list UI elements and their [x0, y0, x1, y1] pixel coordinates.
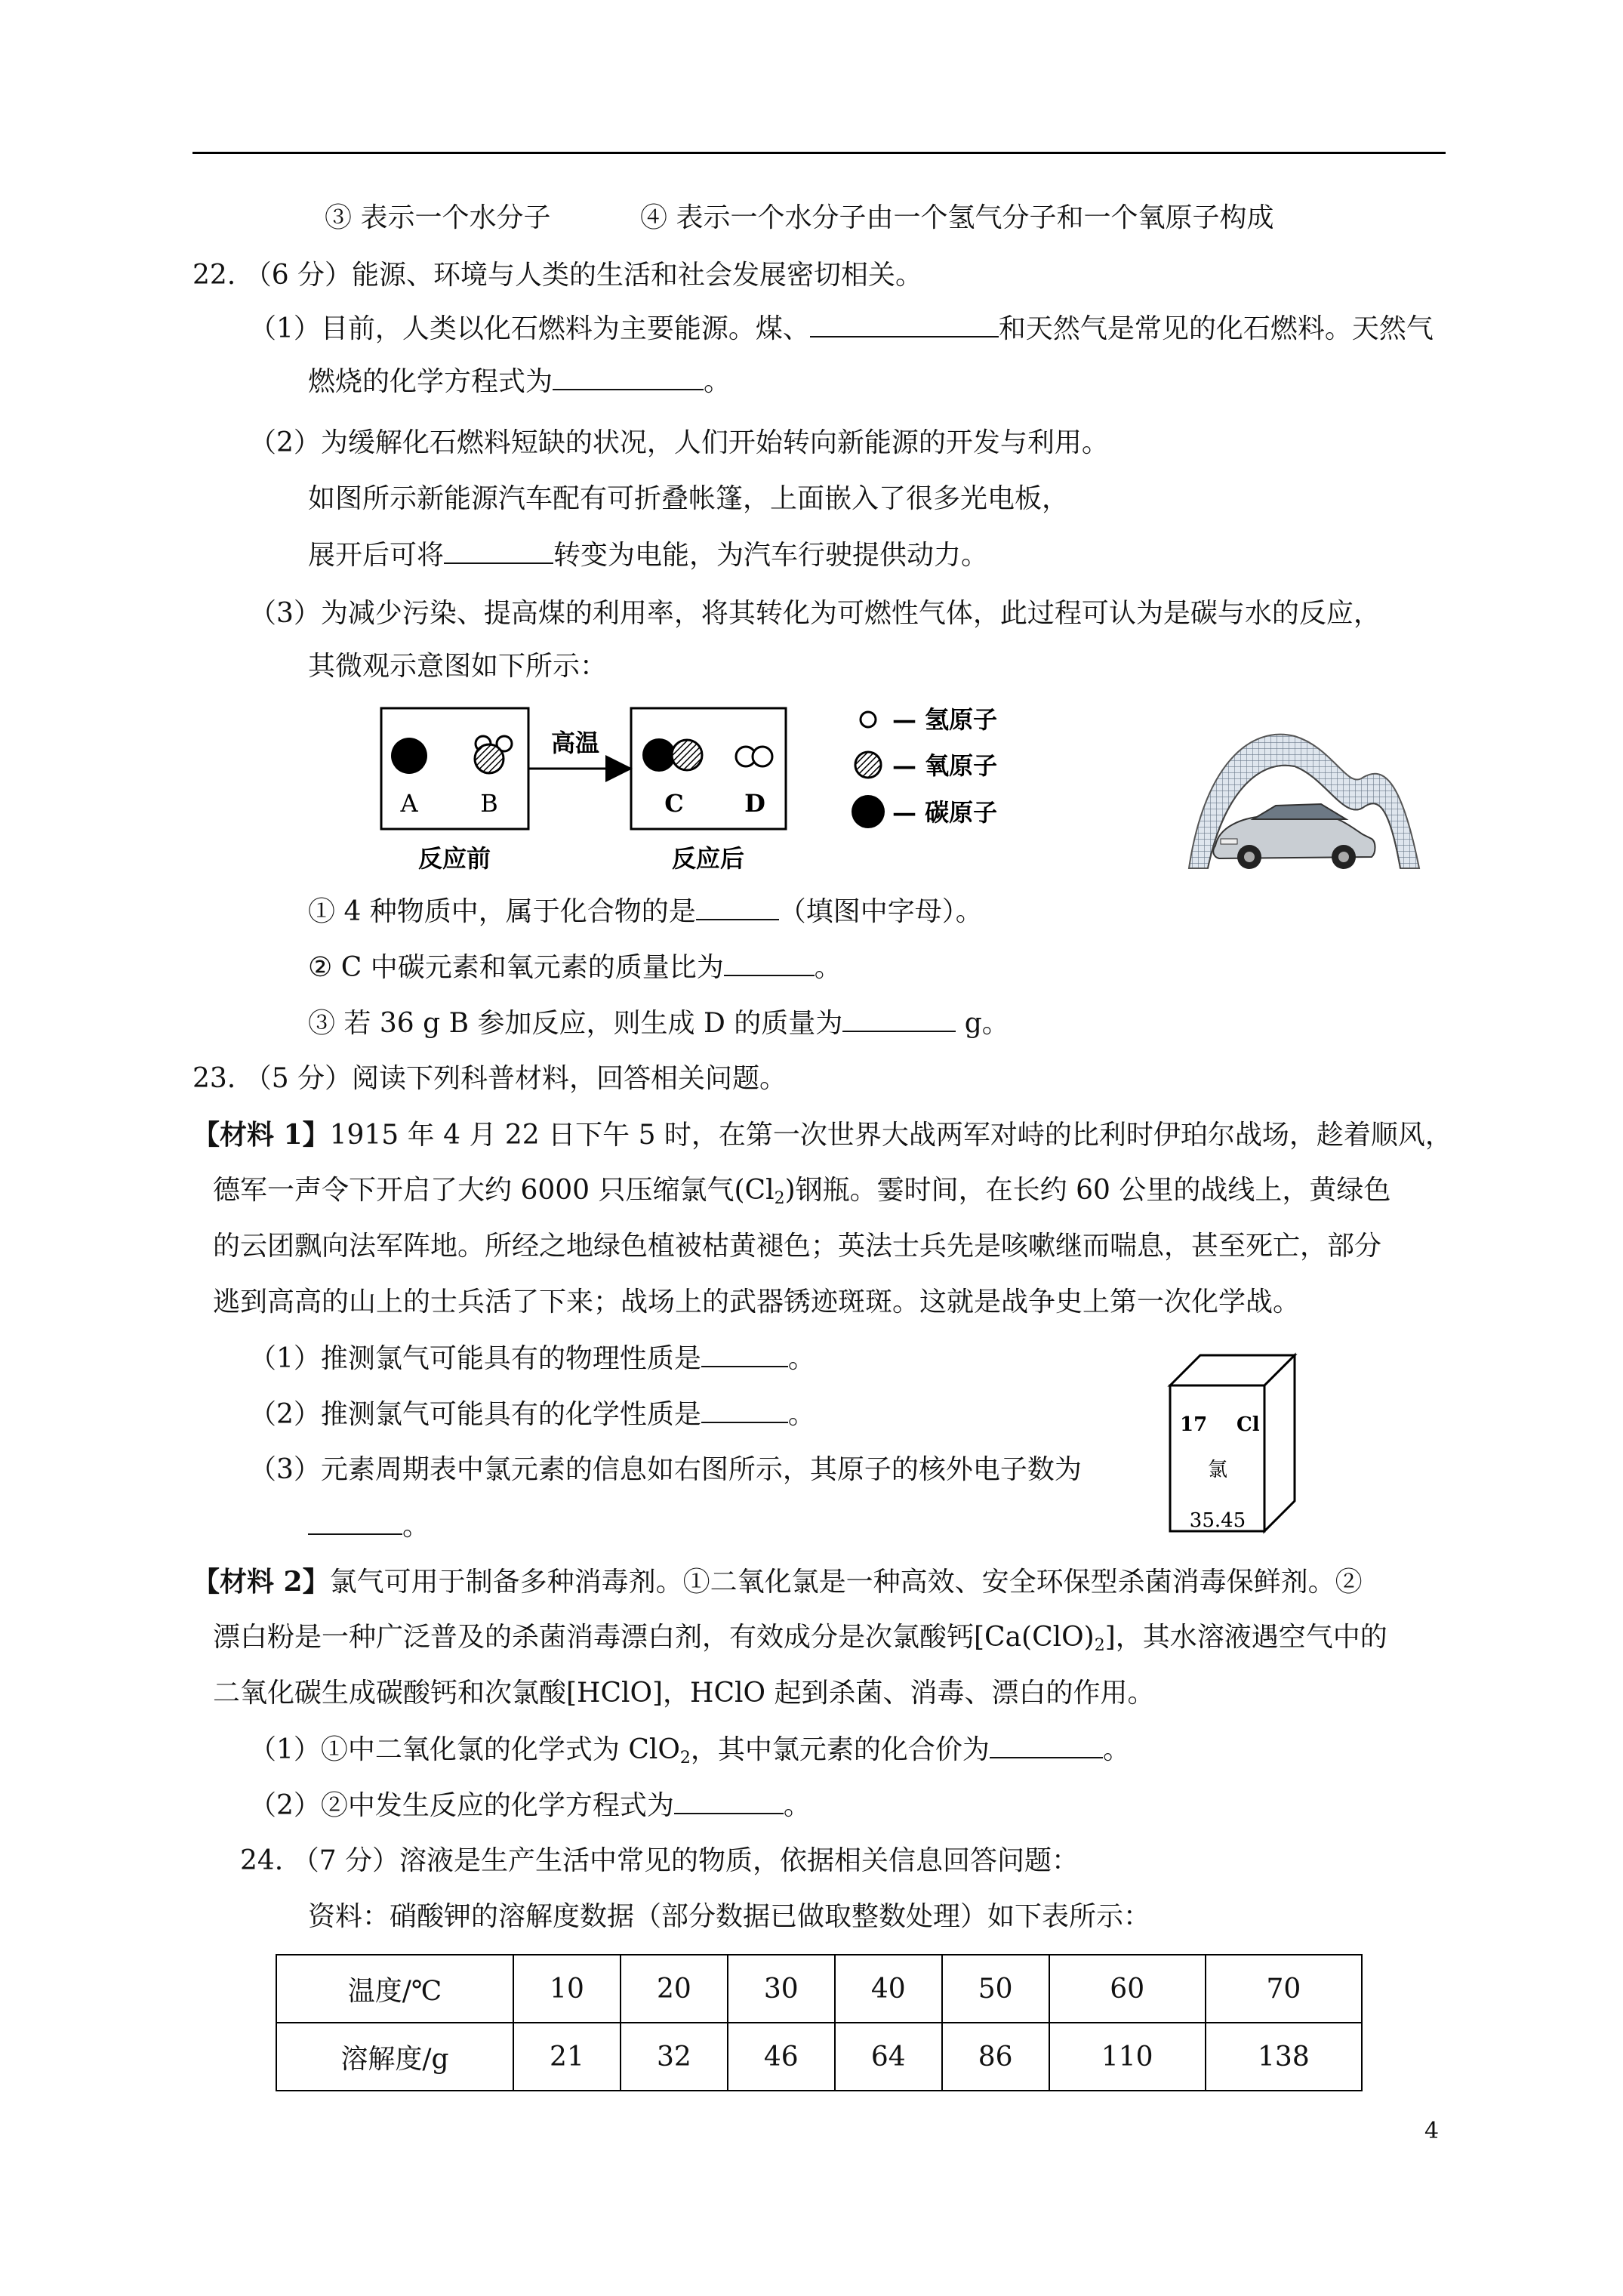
table-cell: 30 — [728, 1955, 835, 2023]
material1-line1: 【材料 1】1915 年 4 月 22 日下午 5 时，在第一次世界大战两军对峙的比利时伊珀尔战场，趁着顺风， — [192, 1119, 1452, 1151]
co-molecule — [642, 738, 702, 772]
reaction-condition: 高温 — [550, 729, 600, 757]
table-cell: 32 — [621, 2023, 728, 2091]
label-d: D — [744, 789, 765, 818]
legend-hydrogen: — 氢原子 — [892, 705, 998, 734]
statement-3: ③ 表示一个水分子 — [325, 202, 551, 233]
atomic-number: 17 — [1180, 1413, 1208, 1436]
solubility-table — [276, 1954, 1363, 2091]
q22-sub3: ③ 若 36 g B 参加反应，则生成 D 的质量为 g。 — [308, 1005, 1009, 1042]
table-cell: 50 — [942, 1955, 1049, 2023]
material2-line1: 【材料 2】氯气可用于制备多种消毒剂。①二氧化氯是一种高效、安全环保型杀菌消毒保鲜剂。② — [192, 1566, 1363, 1598]
q22-part2-line2: 如图所示新能源汽车配有可折叠帐篷，上面嵌入了很多光电板， — [308, 483, 1070, 514]
legend-hydrogen-icon — [861, 712, 876, 727]
q23-m2-part1: （1）①中二氧化氯的化学式为 ClO$_2$，其中氯元素的化合价为 。 — [249, 1731, 1130, 1777]
table-cell: 110 — [1049, 2023, 1206, 2091]
q23-part1: （1）推测氯气可能具有的物理性质是 。 — [249, 1340, 815, 1377]
legend-carbon: — 碳原子 — [892, 798, 998, 827]
material1-line3: 的云团飘向法军阵地。所经之地绿色植被枯黄褪色；英法士兵先是咳嗽继而喘息，甚至死亡，部分 — [213, 1231, 1382, 1262]
material1-line2: 德军一声令下开启了大约 6000 只压缩氯气$(Cl_2)$钢瓶。霎时间，在长约 60 公里的战线上，黄绿色 — [213, 1175, 1391, 1208]
label-c: C — [664, 789, 684, 818]
after-caption: 反应后 — [671, 844, 745, 873]
answer-blank[interactable] — [701, 1340, 788, 1367]
before-caption: 反应前 — [417, 844, 491, 873]
q23-part3-line1: （3）元素周期表中氯元素的信息如右图所示，其原子的核外电子数为 — [249, 1454, 1082, 1485]
table-row — [276, 2023, 1362, 2091]
material1-line4: 逃到高高的山上的士兵活了下来；战场上的武器锈迹斑斑。这就是战争史上第一次化学战。 — [213, 1287, 1301, 1318]
table-row — [276, 1955, 1362, 2023]
table-cell: 10 — [513, 1955, 621, 2023]
answer-blank[interactable] — [724, 949, 815, 976]
q22-sub1: ① 4 种物质中，属于化合物的是 （填图中字母）。 — [308, 893, 983, 930]
table-header-temperature: 温度/℃ — [276, 1955, 513, 2023]
answer-blank[interactable] — [810, 310, 999, 337]
atomic-mass: 35.45 — [1189, 1509, 1246, 1532]
legend-oxygen-icon — [855, 752, 881, 778]
q23-part3-line2: 。 — [308, 1508, 430, 1545]
element-name: 氯 — [1207, 1459, 1228, 1481]
page-number: 4 — [1424, 2118, 1440, 2144]
water-molecule — [475, 736, 512, 773]
q22-part1-line1: （1）目前，人类以化石燃料为主要能源。煤、 和天然气是常见的化石燃料。天然气 — [249, 310, 1434, 347]
car — [1213, 804, 1375, 869]
table-cell: 20 — [621, 1955, 728, 2023]
q23-part2: （2）推测氯气可能具有的化学性质是 。 — [249, 1396, 815, 1433]
legend-carbon-icon — [852, 795, 885, 828]
table-cell: 64 — [835, 2023, 942, 2091]
table-cell: 46 — [728, 2023, 835, 2091]
table-cell: 60 — [1049, 1955, 1206, 2023]
answer-blank[interactable] — [674, 1787, 784, 1814]
answer-blank[interactable] — [696, 893, 779, 920]
q22-part3-line1: （3）为减少污染、提高煤的利用率，将其转化为可燃性气体，此过程可认为是碳与水的反应， — [249, 598, 1381, 629]
legend-oxygen: — 氧原子 — [892, 751, 998, 780]
answer-blank[interactable] — [308, 1508, 402, 1535]
label-a: A — [400, 789, 418, 818]
answer-blank[interactable] — [701, 1396, 788, 1423]
hydrogen-molecule — [736, 747, 772, 766]
q22-part2-line3: 展开后可将 转变为电能，为汽车行驶提供动力。 — [308, 537, 988, 574]
answer-blank[interactable] — [553, 363, 704, 390]
answer-blank[interactable] — [990, 1731, 1103, 1758]
table-cell: 21 — [513, 2023, 621, 2091]
q22-sub2: ② C 中碳元素和氧元素的质量比为 。 — [308, 949, 842, 986]
q23-m2-part2: （2）②中发生反应的化学方程式为 。 — [249, 1787, 811, 1824]
q22-part3-line2: 其微观示意图如下所示： — [308, 651, 608, 682]
q24-title: 24. （7 分）溶液是生产生活中常见的物质，依据相关信息回答问题： — [240, 1845, 1079, 1876]
q22-part2-line1: （2）为缓解化石燃料短缺的状况，人们开始转向新能源的开发与利用。 — [249, 427, 1109, 458]
q23-title: 23. （5 分）阅读下列科普材料，回答相关问题。 — [192, 1063, 787, 1094]
q24-intro: 资料：硝酸钾的溶解度数据（部分数据已做取整数处理）如下表所示： — [308, 1901, 1151, 1932]
header-rule — [192, 152, 1446, 154]
answer-blank[interactable] — [842, 1005, 956, 1032]
table-cell: 86 — [942, 2023, 1049, 2091]
table-cell: 70 — [1206, 1955, 1362, 2023]
answer-blank[interactable] — [444, 537, 553, 564]
q22-title: 22. （6 分）能源、环境与人类的生活和社会发展密切相关。 — [192, 260, 923, 291]
table-cell: 40 — [835, 1955, 942, 2023]
carbon-atom — [391, 738, 427, 774]
element-cell-chlorine — [1166, 1351, 1317, 1536]
table-header-solubility: 溶解度/g — [276, 2023, 513, 2091]
reaction-diagram — [370, 698, 1049, 887]
label-b: B — [480, 789, 498, 818]
table-cell: 138 — [1206, 2023, 1362, 2091]
element-symbol: Cl — [1236, 1413, 1260, 1436]
material2-line2: 漂白粉是一种广泛普及的杀菌消毒漂白剂，有效成分是次氯酸钙$[Ca(ClO)_2]$，其水溶液遇空气中的 — [213, 1622, 1387, 1655]
statement-4: ④ 表示一个水分子由一个氢气分子和一个氧原子构成 — [640, 202, 1274, 233]
q22-part1-line2: 燃烧的化学方程式为 。 — [308, 363, 731, 400]
solar-tent-car-image — [1174, 706, 1434, 880]
material2-line3: 二氧化碳生成碳酸钙和次氯酸[HClO]，HClO 起到杀菌、消毒、漂白的作用。 — [213, 1678, 1155, 1709]
